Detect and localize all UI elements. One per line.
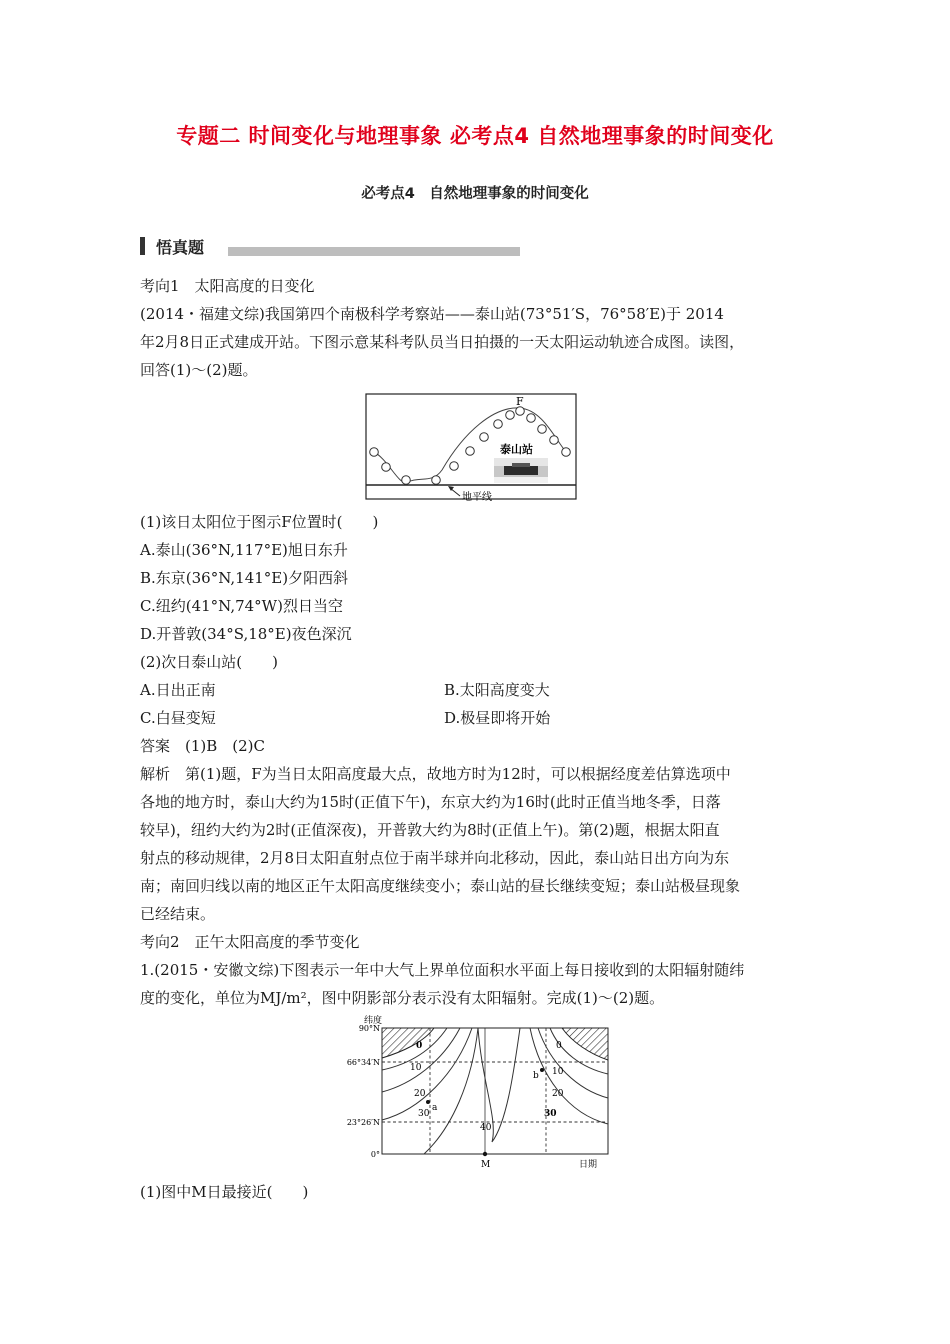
section-rule xyxy=(228,247,520,256)
q1-intro-line: 回答(1)～(2)题。 xyxy=(140,361,258,379)
q1-analysis-line: 已经结束。 xyxy=(140,905,216,923)
q1-answer: 答案 (1)B (2)C xyxy=(140,737,265,755)
svg-text:23°26′N: 23°26′N xyxy=(346,1118,380,1127)
q2-intro-line: 度的变化，单位为MJ/m²，图中阴影部分表示没有太阳辐射。完成(1)～(2)题。 xyxy=(140,989,665,1007)
sun-path-figure xyxy=(364,392,580,504)
section-marker xyxy=(140,237,145,255)
horizon-label: 地平线 xyxy=(462,492,492,503)
q1-analysis-line: 较早)，纽约大约为2时(正值深夜)，开普敦大约为8时(正值上午)。第(2)题，根据太阳直 xyxy=(140,821,720,839)
svg-text:0: 0 xyxy=(556,1041,562,1051)
q1-sub1-option: B.东京(36°N,141°E)夕阳西斜 xyxy=(140,569,349,587)
q1-analysis-line: 各地的地方时，泰山大约为15时(正值下午)，东京大约为16时(此时正值当地冬季，日落 xyxy=(140,793,721,811)
station-photo xyxy=(494,458,548,483)
station-label: 泰山站 xyxy=(500,443,533,456)
q1-analysis-line: 南；南回归线以南的地区正午太阳高度继续变小；泰山站的昼长继续变短；泰山站极昼现象 xyxy=(140,877,741,895)
q1-sub1-option: A.泰山(36°N,117°E)旭日东升 xyxy=(140,541,348,559)
q1-analysis-line: 射点的移动规律，2月8日太阳直射点位于南半球并向北移动，因此，泰山站日出方向为东 xyxy=(140,849,730,867)
q1-sub2-option: A.日出正南 xyxy=(140,681,216,699)
sub-title: 必考点4 自然地理事象的时间变化 xyxy=(361,186,589,202)
q2-intro-line: 1.(2015・安徽文综)下图表示一年中大气上界单位面积水平面上每日接收到的太阳辐射随纬 xyxy=(140,961,745,979)
svg-text:30: 30 xyxy=(418,1109,430,1119)
point-b-label: b xyxy=(533,1071,539,1081)
svg-text:66°34′N: 66°34′N xyxy=(346,1058,380,1067)
x-point-label: M xyxy=(481,1160,491,1170)
page-title: 专题二 时间变化与地理事象 必考点4 自然地理事象的时间变化 xyxy=(176,124,774,148)
x-axis-title: 日期 xyxy=(579,1160,598,1170)
radiation-figure xyxy=(332,1012,622,1172)
svg-text:20: 20 xyxy=(552,1089,564,1099)
svg-text:10: 10 xyxy=(552,1067,564,1077)
q1-sub2-option: C.白昼变短 xyxy=(140,709,216,727)
q1-sub1-option: D.开普敦(34°S,18°E)夜色深沉 xyxy=(140,625,352,643)
point-a-label: a xyxy=(432,1103,438,1113)
q1-sub2-question: (2)次日泰山站( ) xyxy=(140,653,278,671)
svg-text:0: 0 xyxy=(416,1041,423,1051)
svg-text:10: 10 xyxy=(410,1063,422,1073)
q1-sub2-option: D.极昼即将开始 xyxy=(444,709,551,727)
q1-sub1-question: (1)该日太阳位于图示F位置时( ) xyxy=(140,513,379,531)
y-axis-title: 纬度 xyxy=(364,1016,383,1026)
svg-text:30: 30 xyxy=(544,1109,557,1119)
q1-analysis-line: 解析 第(1)题，F为当日太阳高度最大点，故地方时为12时，可以根据经度差估算选项中 xyxy=(140,765,731,783)
q1-intro-line: (2014・福建文综)我国第四个南极科学考察站——泰山站(73°51′S，76°58′E)于 2014 xyxy=(140,305,724,323)
section-label: 悟真题 xyxy=(156,238,205,257)
q2-sub1-question: (1)图中M日最接近( ) xyxy=(140,1183,309,1201)
q1-heading: 考向1 太阳高度的日变化 xyxy=(140,277,315,295)
svg-text:20: 20 xyxy=(414,1089,426,1099)
peak-label: F xyxy=(516,395,524,408)
section-header xyxy=(140,234,530,260)
q1-sub1-option: C.纽约(41°N,74°W)烈日当空 xyxy=(140,597,343,615)
q1-sub2-option: B.太阳高度变大 xyxy=(444,681,550,699)
point-m xyxy=(483,1152,487,1156)
y-ticks xyxy=(347,1024,380,1159)
svg-text:0°: 0° xyxy=(370,1150,380,1159)
point-a xyxy=(426,1100,430,1104)
svg-text:40: 40 xyxy=(480,1123,492,1133)
point-b xyxy=(540,1068,544,1072)
q1-intro-line: 年2月8日正式建成开站。下图示意某科考队员当日拍摄的一天太阳运动轨迹合成图。读图， xyxy=(140,333,745,351)
q2-heading: 考向2 正午太阳高度的季节变化 xyxy=(140,933,360,951)
svg-text:90°N: 90°N xyxy=(358,1024,380,1033)
